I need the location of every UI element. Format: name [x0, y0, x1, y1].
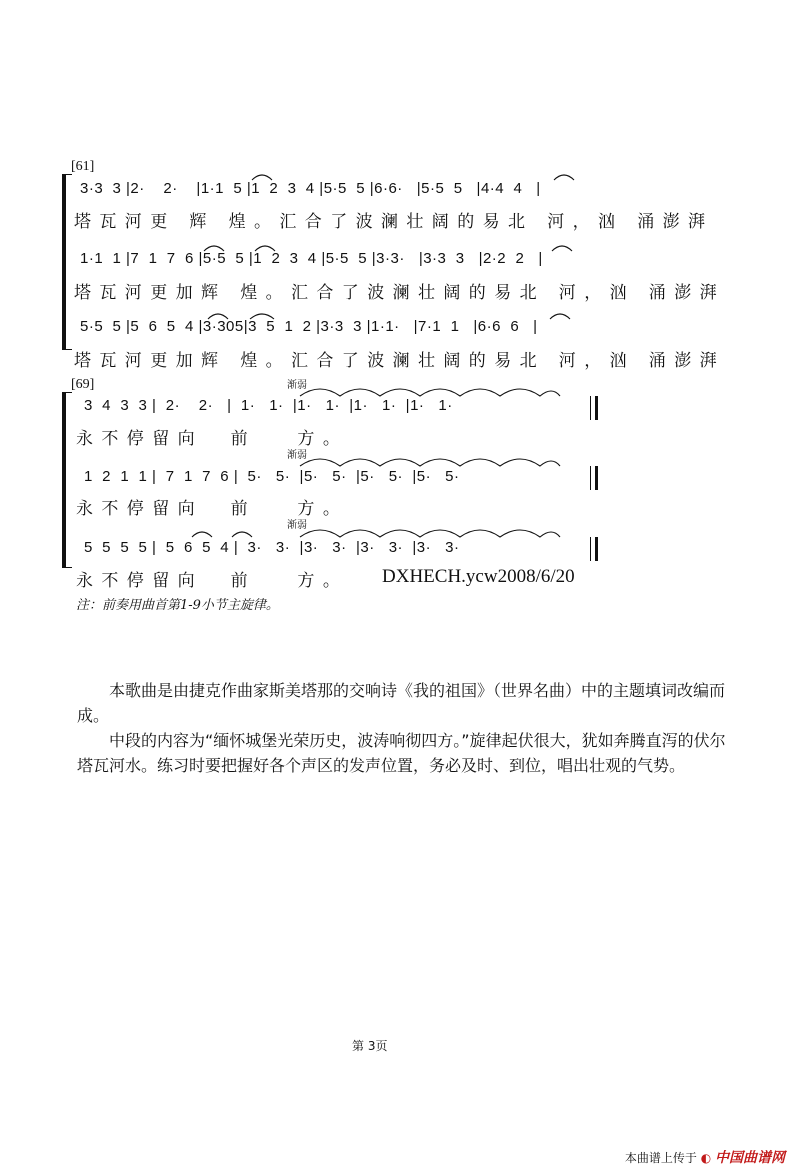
measure-marker-69: [69]: [71, 377, 95, 392]
description: [77, 678, 737, 778]
note-row: 5 5 5 5 | 5 6 5 4 | 3· 3· |3· 3· |3· 3· |3· 3·: [84, 539, 460, 556]
footer-prefix: 本曲谱上传于: [624, 1151, 697, 1165]
note-row: 1 2 1 1 | 7 1 7 6 | 5· 5· |5· 5· |5· 5· |5· 5·: [84, 468, 460, 485]
measure-marker-61: [61]: [71, 159, 95, 174]
lyric-row: 永不停留向 前 方。: [76, 571, 349, 591]
site-footer: [625, 1147, 785, 1167]
note-row: 3 4 3 3 | 2· 2· | 1· 1· |1· 1· |1· 1· |1· 1·: [84, 397, 453, 414]
jianqiang-marking: 渐弱: [287, 450, 307, 461]
lyric-row: 塔瓦河更加辉 煌。汇合了波澜壮阔的易北 河，汹 涌澎湃: [74, 351, 726, 371]
note-row: 5·5 5 |5 6 5 4 |3·305|3 5 1 2 |3·3 3 |1·1· |7·1 1 |6·6 6 |: [80, 318, 538, 335]
lyric-row: 永不停留向 前 方。: [76, 429, 349, 449]
jianqiang-marking: 渐弱: [287, 520, 307, 531]
signature: DXHECH.ycw2008/6/20: [382, 566, 575, 587]
lyric-row: 塔瓦河更 辉 煌。汇合了波澜壮阔的易北 河，汹 涌澎湃: [74, 212, 714, 232]
jianqiang-marking: 渐弱: [287, 380, 307, 391]
note-row: 1·1 1 |7 1 7 6 |5·5 5 |1 2 3 4 |5·5 5 |3·3· |3·3 3 |2·2 2 |: [80, 250, 543, 267]
footer-site: 中国曲谱网: [715, 1150, 785, 1166]
logo-icon: ◐: [700, 1151, 712, 1165]
note-row: 3·3 3 |2· 2· |1·1 5 |1 2 3 4 |5·5 5 |6·6· |5·5 5 |4·4 4 |: [80, 180, 541, 197]
lyric-row: 永不停留向 前 方。: [76, 499, 349, 519]
page-number: 第 3页: [352, 1039, 388, 1053]
lyric-row: 塔瓦河更加辉 煌。汇合了波澜壮阔的易北 河，汹 涌澎湃: [74, 283, 726, 303]
description-paragraph-2: 中段的内容为“缅怀城堡光荣历史，波涛响彻四方。”旋律起伏很大，犹如奔腾直泻的伏尔塔瓦河水。练习时要把握好各个声区的发声位置，务必及时、到位，唱出壮观的气势。: [77, 731, 726, 775]
description-paragraph-1: 本歌曲是由捷克作曲家斯美塔那的交响诗《我的祖国》（世界名曲）中的主题填词改编而成。: [77, 681, 726, 725]
footnote: 注：前奏用曲首第1-9小节主旋律。: [76, 598, 279, 613]
